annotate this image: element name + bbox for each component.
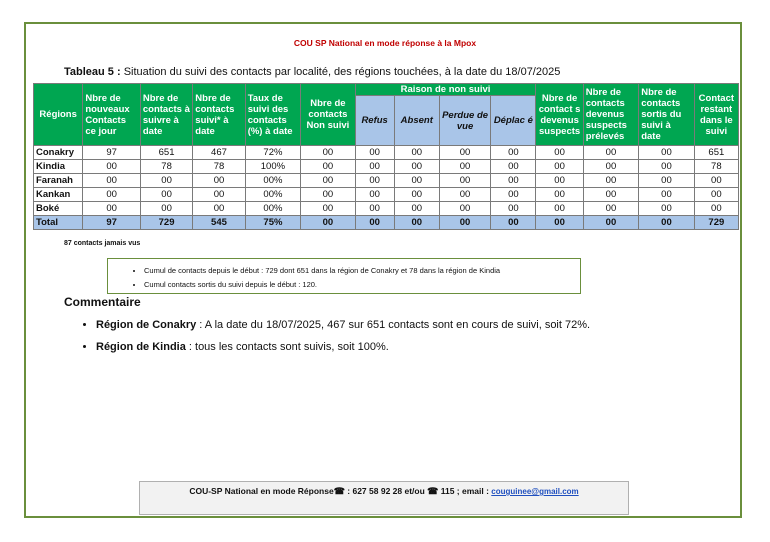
header-sortis: Nbre de contacts sortis du suivi à date	[639, 84, 694, 146]
table-cell: 00	[639, 174, 694, 188]
header-suspects: Nbre de contact s devenus suspects	[536, 84, 583, 146]
table-cell: 00	[301, 174, 355, 188]
table-cell: 00	[536, 216, 583, 230]
table-row	[34, 202, 739, 216]
table-cell: 00	[301, 160, 355, 174]
table-cell: 00%	[245, 188, 300, 202]
table-cell: 00	[639, 146, 694, 160]
header-a-suivre: Nbre de contacts à suivre à date	[140, 84, 192, 146]
table-cell: 00	[193, 202, 245, 216]
table-cell: 75%	[245, 216, 300, 230]
table-cell: 00	[83, 202, 141, 216]
table-cell: 78	[140, 160, 192, 174]
header-absent: Absent	[394, 96, 439, 146]
caption-text: Situation du suivi des contacts par localité, des régions touchées, à la date du 18/07/2025	[120, 66, 561, 78]
cumulative-note-item: • Cumul contacts sortis du suivi depuis le début : 120.	[144, 278, 580, 292]
table-cell: 00	[301, 216, 355, 230]
comment-title: Commentaire	[64, 295, 141, 309]
table-cell: 00	[583, 160, 638, 174]
table-cell: 00	[536, 160, 583, 174]
table-cell: 00	[83, 160, 141, 174]
header-raison: Raison de non suivi	[355, 84, 536, 96]
contact-tracking-table	[33, 83, 739, 230]
table-cell: 00	[394, 160, 439, 174]
header-title: COU SP National en mode réponse à la Mpox	[293, 38, 477, 48]
table-cell: 00	[536, 174, 583, 188]
table-cell: 00	[583, 146, 638, 160]
table-cell: 00	[301, 146, 355, 160]
table-cell: 00	[140, 202, 192, 216]
table-cell: 00	[639, 202, 694, 216]
header-taux: Taux de suivi des contacts (%) à date	[245, 84, 300, 146]
table-row	[34, 188, 739, 202]
table-cell: 00	[639, 188, 694, 202]
header-perdue: Perdue de vue	[439, 96, 490, 146]
table-cell: 00	[583, 174, 638, 188]
table-cell: 00	[694, 188, 738, 202]
table-cell: 00	[439, 174, 490, 188]
header-restant: Contact restant dans le suivi	[694, 84, 738, 146]
header-nouveaux: Nbre de nouveaux Contacts ce jour	[83, 84, 141, 146]
header-deplace: Déplac é	[491, 96, 536, 146]
table-cell: 00	[355, 202, 394, 216]
table-cell: 00	[394, 216, 439, 230]
table-cell: 97	[83, 216, 141, 230]
table-caption	[64, 66, 560, 78]
region-cell: Conakry	[34, 146, 83, 160]
table-cell: 00	[694, 174, 738, 188]
footer-phone2: 115 ; email :	[438, 486, 492, 496]
table-cell: 00	[140, 188, 192, 202]
table-cell: 00	[491, 174, 536, 188]
table-cell: 00	[491, 216, 536, 230]
note-never-seen: 87 contacts jamais vus	[64, 240, 141, 247]
header-preleves: Nbre de contacts devenus suspects prélevés	[583, 84, 638, 146]
table-cell: 00	[193, 188, 245, 202]
table-cell: 00	[694, 202, 738, 216]
header-non-suivi: Nbre de contacts Non suivi	[301, 84, 355, 146]
table-cell: 00	[355, 160, 394, 174]
table-cell: 00	[536, 146, 583, 160]
footer-phone1: : 627 58 92 28 et/ou	[344, 486, 428, 496]
table-cell: 00	[491, 188, 536, 202]
table-cell: 00	[355, 216, 394, 230]
table-cell: 00	[301, 202, 355, 216]
table-cell: 00	[355, 188, 394, 202]
table-cell: 00	[439, 188, 490, 202]
table-cell: 729	[140, 216, 192, 230]
table-cell: 00	[301, 188, 355, 202]
table-cell: 00	[639, 216, 694, 230]
table-cell: 00	[491, 146, 536, 160]
comment-text: : A la date du 18/07/2025, 467 sur 651 contacts sont en cours de suivi, soit 72%.	[196, 319, 591, 331]
table-cell: 00	[439, 202, 490, 216]
table-cell: 00	[394, 188, 439, 202]
cumulative-note-item: • Cumul de contacts depuis le début : 729 dont 651 dans la région de Conakry et 78 dans la région de Kindia	[144, 264, 580, 278]
comment-item	[96, 336, 590, 358]
table-cell: 00	[439, 216, 490, 230]
table-cell: 00	[583, 188, 638, 202]
region-cell: Total	[34, 216, 83, 230]
table-cell: 00	[140, 174, 192, 188]
region-cell: Kankan	[34, 188, 83, 202]
email-link[interactable]: couguinee@gmail.com	[491, 487, 579, 496]
phone-icon: ☎	[427, 486, 439, 496]
table-cell: 651	[140, 146, 192, 160]
table-cell: 467	[193, 146, 245, 160]
table-cell: 78	[694, 160, 738, 174]
table-cell: 00	[83, 188, 141, 202]
table-cell: 00	[394, 146, 439, 160]
table-cell: 00%	[245, 202, 300, 216]
footer-prefix: COU-SP National en mode Réponse	[189, 486, 334, 496]
table-cell: 651	[694, 146, 738, 160]
table-cell: 97	[83, 146, 141, 160]
footer-contact-box	[139, 481, 629, 515]
table-cell: 00	[394, 174, 439, 188]
table-cell: 00	[491, 202, 536, 216]
region-cell: Boké	[34, 202, 83, 216]
table-cell: 729	[694, 216, 738, 230]
table-cell: 00	[491, 160, 536, 174]
comment-item	[96, 314, 590, 336]
table-cell: 00	[439, 160, 490, 174]
table-total-row	[34, 216, 739, 230]
region-cell: Faranah	[34, 174, 83, 188]
comment-text: : tous les contacts sont suivis, soit 100%.	[185, 341, 389, 353]
table-cell: 100%	[245, 160, 300, 174]
comment-region: Région de Kindia	[96, 341, 186, 353]
table-row	[34, 174, 739, 188]
header-regions: Régions	[34, 84, 83, 146]
table-cell: 00	[193, 174, 245, 188]
table-cell: 00%	[245, 174, 300, 188]
table-cell: 78	[193, 160, 245, 174]
cumulative-note-box	[107, 258, 581, 294]
header-suivis: Nbre de contacts suivi* à date	[193, 84, 245, 146]
table-row	[34, 146, 739, 160]
table-cell: 72%	[245, 146, 300, 160]
table-cell: 00	[394, 202, 439, 216]
caption-label: Tableau 5 :	[64, 66, 121, 78]
table-cell: 00	[536, 202, 583, 216]
table-cell: 00	[583, 216, 638, 230]
table-cell: 00	[583, 202, 638, 216]
table-cell: 00	[536, 188, 583, 202]
table-cell: 00	[355, 146, 394, 160]
table-cell: 00	[83, 174, 141, 188]
phone-icon: ☎	[333, 486, 345, 496]
table-cell: 00	[439, 146, 490, 160]
comment-region: Région de Conakry	[96, 319, 197, 331]
table-row	[34, 160, 739, 174]
region-cell: Kindia	[34, 160, 83, 174]
table-cell: 00	[355, 174, 394, 188]
table-cell: 00	[639, 160, 694, 174]
comment-list	[78, 314, 590, 358]
header-refus: Refus	[355, 96, 394, 146]
table-cell: 545	[193, 216, 245, 230]
